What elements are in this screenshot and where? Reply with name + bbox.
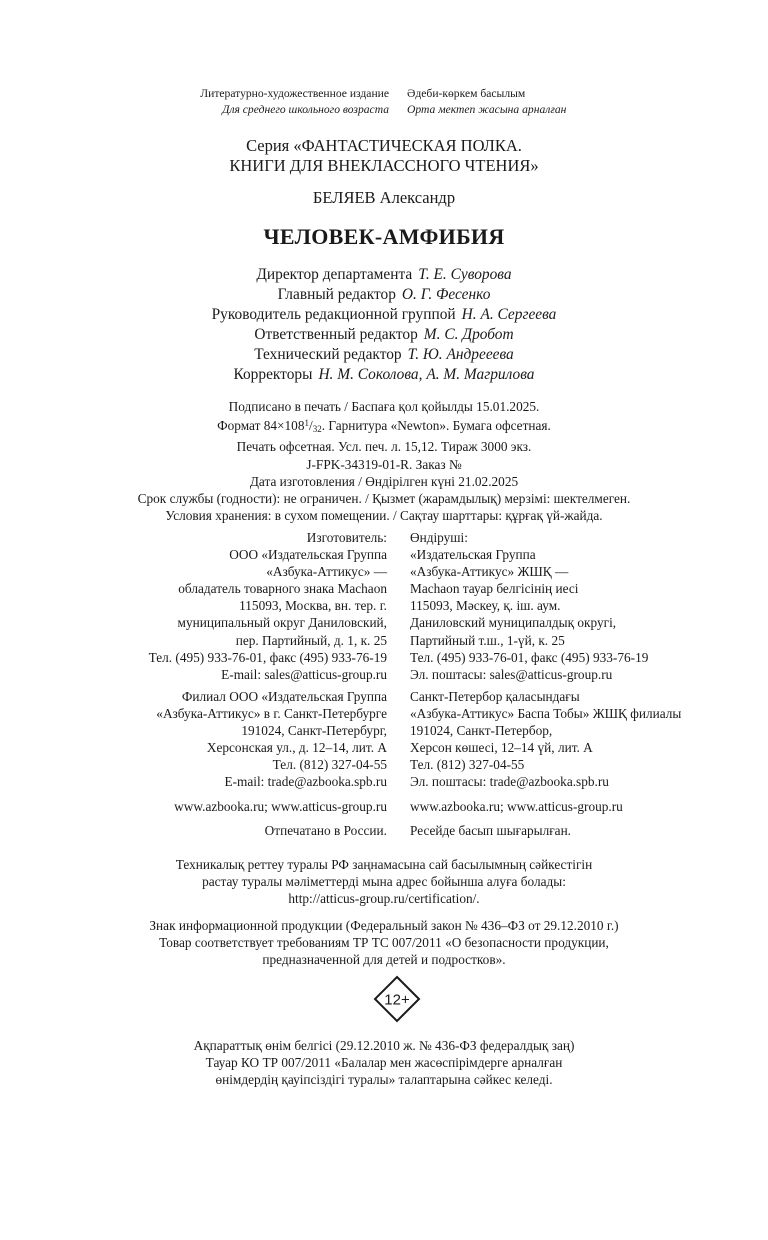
manufacturer-email: E-mail: sales@atticus-group.ru [221,666,387,682]
staff-row [0,365,768,385]
certification-url: http://atticus-group.ru/certification/. [288,891,480,907]
notice-line: Ақпараттық өнім белгісі (29.12.2010 ж. № 436-ФЗ федералдық заң) [193,1038,575,1053]
manufacturer-line: обладатель товарного знака Machaon [178,581,387,597]
format-prefix: Формат 84×108 [217,418,305,434]
staff-name: Т. Е. Суворова [418,266,512,283]
staff-role: Директор департамента [256,266,413,283]
manufacturer-line: Даниловский муниципалдық округі, [410,615,617,631]
branch-line: 191024, Санкт-Петербург, [241,723,387,739]
staff-role: Главный редактор [277,286,396,303]
age-rating-label: 12+ [384,991,410,1009]
manufacturer-line: пер. Партийный, д. 1, к. 25 [235,632,387,648]
staff-row [0,265,768,285]
notice-line: Тауар КО ТР 007/2011 «Балалар мен жасөспірімдерге арналған [205,1055,563,1071]
branch-line: Херсонская ул., д. 12–14, лит. А [206,740,387,756]
staff-name: М. С. Дробот [423,326,514,343]
branch-kz [410,688,681,791]
manufacturer-line: Өндіруші: [410,530,468,545]
format-numerator: 1 [304,418,309,429]
edition-age-ru: Для среднего школьного возраста [222,102,389,116]
series-title [0,136,768,176]
edition-type-ru: Литературно-художественное издание [200,87,389,100]
author-name: БЕЛЯЕВ Александр [312,188,456,207]
edition-age-kz: Орта мектеп жасына арналған [407,102,567,116]
manufacturer-line: Machaon тауар белгісінің иесі [410,581,579,597]
web-ru: www.azbooka.ru; www.atticus-group.ru [174,799,387,814]
staff-row [0,345,768,365]
staff-name: Н. А. Сергеева [461,306,557,323]
printed-ru: Отпечатано в России. [264,823,387,838]
manufacturer-line: 115093, Москва, вн. тер. г. [239,598,387,614]
staff-name: Т. Ю. Андрееева [407,346,514,363]
branch-line: Тел. (812) 327-04-55 [410,757,525,773]
staff-row [0,325,768,345]
edition-header-ru [200,86,389,117]
branch-email: E-mail: trade@azbooka.spb.ru [224,774,387,790]
edition-header-kz [407,86,566,117]
staff-row [0,305,768,325]
manufacturer-line: ООО «Издательская Группа [229,547,387,563]
print-info [0,398,768,524]
format-denominator: 32 [312,424,322,435]
web-kz: www.azbooka.ru; www.atticus-group.ru [410,799,623,814]
manufacturer-kz [410,529,648,683]
certification-notice-kz [0,856,768,908]
notice-line: Знак информационной продукции (Федеральный закон № 436–ФЗ от 29.12.2010 г.) [149,918,619,933]
branch-line: Филиал ООО «Издательская Группа [181,689,387,704]
manufacturer-line: Партийный т.ш., 1-үй, к. 25 [410,632,565,648]
staff-row [0,285,768,305]
age-rating-icon [373,975,421,1023]
branch-ru [156,688,387,791]
law-notice-ru [0,917,768,969]
branch-line: 191024, Санкт-Петербор, [410,723,553,739]
branch-line: Санкт-Петербор қаласындағы [410,689,580,704]
branch-line: «Азбука-Аттикус» в г. Санкт-Петербурге [156,706,387,722]
branch-line: Тел. (812) 327-04-55 [272,757,387,773]
staff-role: Руководитель редакционной группой [211,306,456,323]
staff-name: О. Г. Фесенко [401,286,491,303]
notice-line: Техникалық реттеу туралы РФ заңнамасына сай басылымның сәйкестігін [175,857,593,872]
manufacturer-line: 115093, Мәскеу, қ. іш. аум. [410,598,561,614]
series-line: Серия «ФАНТАСТИЧЕСКАЯ ПОЛКА. [246,136,522,155]
staff-list [0,265,768,385]
branch-line: «Азбука-Аттикус» Баспа Тобы» ЖШҚ филиалы [410,706,682,722]
staff-role: Ответственный редактор [254,326,418,343]
format-line: Формат $84\times 108^1/_{32}$. Гарнитура «Newton». Бумага офсетная. [217,418,551,435]
notice-line: Товар соответствует требованиям ТР ТС 007/2011 «О безопасности продукции, [159,935,609,951]
manufacturer-line: муниципальный округ Даниловский, [177,615,387,631]
made-date: Дата изготовления / Өндірілген күні 21.02.2025 [249,473,519,489]
service-life: Срок службы (годности): не ограничен. / Қызмет (жарамдылық) мерзімі: шектелмеген. [137,491,631,507]
notice-line: предназначенной для детей и подростков». [262,952,506,968]
staff-role: Технический редактор [254,346,402,363]
series-line: КНИГИ ДЛЯ ВНЕКЛАССНОГО ЧТЕНИЯ» [229,156,539,175]
printed-kz: Ресейде басып шығарылған. [410,823,572,838]
manufacturer-email: Эл. поштасы: sales@atticus-group.ru [410,666,613,682]
storage-conditions: Условия хранения: в сухом помещении. / Сақтау шарттары: құрғақ үй-жайда. [165,508,603,524]
staff-role: Корректоры [233,366,313,383]
signed-date: Подписано в печать / Баспаға қол қойылды 15.01.2025. [228,399,540,414]
book-title: ЧЕЛОВЕК-АМФИБИЯ [263,224,505,249]
manufacturer-line: «Издательская Группа [410,547,536,563]
format-suffix: . Гарнитура «Newton». Бумага офсетная. [321,418,551,434]
notice-line: өнімдердің қауіпсіздігі туралы» талаптарына сәйкес келеді. [215,1072,553,1088]
manufacturer-line: Тел. (495) 933-76-01, факс (495) 933-76-19 [410,649,649,665]
order-line: J-FPK-34319-01-R. Заказ № [306,456,462,472]
staff-name: Н. М. Соколова, А. М. Магрилова [318,366,535,383]
info-product-notice-kz [0,1037,768,1089]
manufacturer-line: Тел. (495) 933-76-01, факс (495) 933-76-19 [148,649,387,665]
branch-line: Херсон көшесі, 12–14 үй, лит. А [410,740,593,756]
notice-line: растау туралы мәліметтерді мына адрес бойынша алуға болады: [202,874,566,890]
manufacturer-line: Изготовитель: [306,530,387,545]
manufacturer-line: «Азбука-Аттикус» — [266,564,387,580]
print-line: Печать офсетная. Усл. печ. л. 15,12. Тираж 3000 экз. [236,439,532,455]
manufacturer-ru [149,529,387,683]
manufacturer-line: «Азбука-Аттикус» ЖШҚ — [410,564,569,580]
branch-email: Эл. поштасы: trade@azbooka.spb.ru [410,774,609,790]
edition-type-kz: Әдеби-көркем басылым [407,87,526,100]
